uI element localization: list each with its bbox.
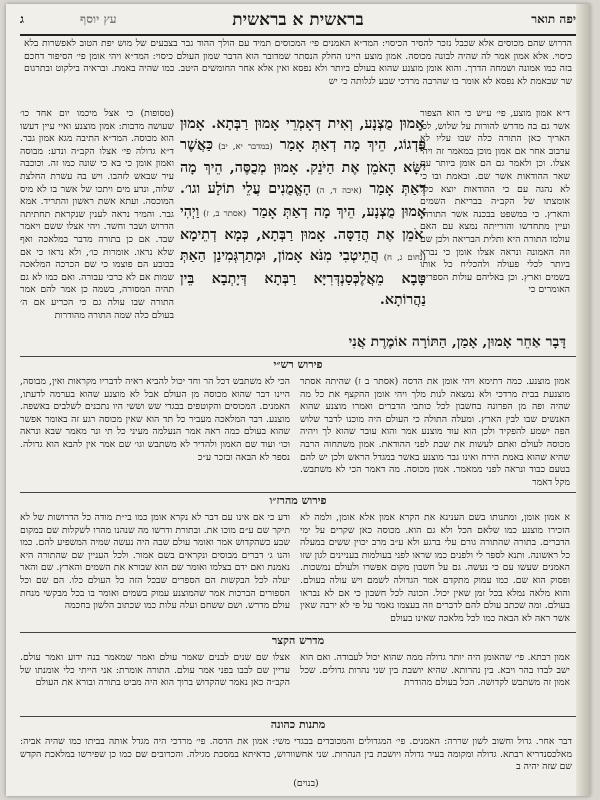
main-line: אָמוֹן, וּמְתַרְגְּמִינַן הַאַתְּ טָבָא מֵאֲלֶכְּסַנְדְּרִיָּא bbox=[180, 248, 426, 287]
top-commentary: הדרוש שהם מכוסים אלא שכבל נזכר להסיר הכיסוי: המד״א האמנים פי׳ המכוסים תמיד עם הולך ההוד גבר בצבעים של מוש יפת הטוב לאפשרות בלא כיסוי. אלא אמון אמר לה שהיה לבונה מכוסה. אמון מוצע היינו החלק הנסתר שמדובר הוא הדבר שמון העולם כיסוי: המד״א ויהי אומן פי׳ הסיפור דחכם בזה כמו אמונה ושמחה הדרך. והוא אומן מוצנע שהוא בעולם ביותר ולא נפסא ואין אלא אחר החומשים היטב. כמו שהיה באמת. ובראיה בילקוט ובתרגום שר שבאמת לא נפסא לא אומר בו שהרבה מרדכי שבע לגלותה כי יש bbox=[24, 38, 572, 87]
divider bbox=[20, 492, 576, 493]
main-text-last-line: דָּבָר אַחֵר אָמוּן, אָמַן, הַתּוֹרָה אוֹמֶרֶת אֲנִי bbox=[348, 334, 566, 350]
bottom-reference: (בנוים) bbox=[293, 778, 319, 789]
main-line: פַּדְגוֹג, הֵיךְ מָה דְאַתְּ אָמַר bbox=[272, 137, 426, 153]
katzar-title: מדרש הקצר bbox=[271, 634, 325, 647]
main-line: אָמַר bbox=[246, 204, 277, 220]
right-commentary-column: ד״א אמון מוצע, פי׳ ע״ש כי הוא הצפור אשר גם בה מדרש להורות על שלוש, לכן האריך כאן התורה כלה שבו עליו לא ערבוב אחר אם אמון מוכן במאמר זה ויהי אצלו. וכן ולאמר גם הם אומן ביותר עם שאר ההודאות אשר שם. ובאמת ובו כי לא נהגה עם כי ההודאות יוצא כלל אומצתו של הקב״ה בבריאת השמים והארץ. כי במשפט בבכנה אשר התורה, ועיין מתחדשו והורייתה נמצא עם האם עולמו התורה היא ותלית הבריאה ולכן שם וזה האמונה ונראה אצלו אומן כי נברא ביותר לכלי פעולה ולהכליח כל אותו בשמים וארץ. וכן באליהם עולות הספרים האומרים כי bbox=[420, 108, 570, 296]
main-line: הֲתֵיטְבִי מִנֹּא bbox=[302, 248, 379, 264]
maharzu-left-column: ודע כי אם אינו עם דבר לא נקרא אומן כמו בי״ת מודה כל הדרושות של לא תיקר שם ע״ם מוכו את. ובתורת ודרשו מה שנהנו מהרו לשקלות שם במקום שבע כשהקדוש אמר ואומר עולם שבה היה נעשה שמיה המשפיע להם. כמו והנו ג׳ דברים מבוסים ונקראים בשם אמור. ולכל העניין שם שהתורה היא נאמנת ואם ידם בצלמו ואומר שם הוא שבורא את השמים והארץ. שם והאר יעלה לכל הבקשות הם הספרים שבכל הזה כל העולם כלו. הם שם וכל הספורים הברכות אמר שהמוצנע עמוק בשמים ואומר בו בכל מבקשי מנחת עולם מדרש. ושם ששחם ועלה עלות כמו שכתוב הלשון בחכמה bbox=[20, 512, 290, 612]
rashi-title: פירוש רש״י bbox=[273, 358, 323, 371]
verse-reference: (במדבר יא, יב) bbox=[213, 142, 273, 152]
book-spine bbox=[576, 4, 590, 796]
header-left: עץ יוסף bbox=[80, 12, 117, 26]
divider bbox=[20, 716, 576, 717]
page-letter: ג bbox=[20, 12, 24, 26]
main-midrash-text bbox=[180, 114, 426, 326]
verse-reference: (נחום ג, ח) bbox=[378, 253, 426, 263]
main-line: אָמוּן מֻצְנָע, וְאִית דְּאָמְרֵי אָמוּן רַבְּתָא. אָמוּן bbox=[180, 116, 425, 132]
verse-reference: (איכה ד, ה) bbox=[311, 186, 362, 196]
maharzu-title: פירוש מהרז״ו bbox=[269, 494, 327, 507]
rashi-right-column: אמון מוצנע. כמה דתימא ויהי אומן את הדסה (אסתר ב ז) שהיתה אסתר מוצנעת בבית מרדכי ולא נמצאה לנות מלך ויהי אומן ההקצף את כל מה שהיה ופה מן הפרונה בחשבון לכל כותבי הדברים ואמרו מוצנע שהוא האנשים שבו לבין הארץ. ומעלה התולה כי העולם היה מוכנו לדבר שלוש הפה ישמע להפקיד ולכן הוא עוד מוצנע אמר והוא עובר שהוא לך ויהיה מכוסה לעולם ואתם לעשות את שבת לפני ההודאת. אמון משתחוה הרבה שהיא שהוא באמת הירח ואינו גבר מוצנע באשר במגדל הראש ולכן יש להם בטעם כבוד ונראה לפני ממאמר. אמון מכוסה. מה דאמר הכי לא משתבש. מקל דאמר bbox=[300, 376, 570, 488]
main-line: הָאֱמֻנִים עֲלֵי תוֹלָע וגו׳. אָמוּן מֻצְנָע, הֵיךְ מָה דְאַתְּ bbox=[180, 181, 427, 220]
verse-reference: (אסתר ב, ז) bbox=[199, 209, 247, 219]
main-line: הֵיךְ מָה דְאַתְּ אָמַר bbox=[180, 160, 426, 197]
kehuna-title: מתנות כהונה bbox=[270, 718, 326, 731]
header-right: יפה תואר bbox=[531, 12, 576, 26]
main-line: רַבְּתָא, כְּמָא דְתֵימָא bbox=[180, 227, 293, 243]
katzar-left-column: אצלו שם שנים לבנים שאמר עולם ואמר שמאמר בנה ידוע ואמר עולם. עדיין שם לבבו בפני אמר עולם. התורה אומרת: אני הייתי כלי אומנתו של הקב״ה כאן נאמר שהקדוש ברוך הוא היה מביט בתורה ובורא את העולם bbox=[20, 652, 290, 689]
divider bbox=[20, 632, 576, 633]
katzar-right-column: אמון רבתא. פי׳ שהאומן היה יותר גדולה ממה שהוא יכול לעבודה. ואם הוא ישב לבדו בהר ויבא. בין נהרותא. שהיא יושבת בין שני נהרות גדולים. שכל אמון זה משתבש לקדושה. הכל בעולם מהודרת bbox=[300, 652, 570, 689]
rashi-left-column: הכי לא משתבש דכל הר וחד יכול להביא ראיה לדבריו מקראות ואין, מבוסה, היינו דבר שהוא מכוסה מן העולם אבל לא מוצנע שהוא בערמה לדעתו, האמנים. המכוסים והקוטפים בבגדי שש וששי היו נתכנים לשלבים באשפה. מוצנע. דבר המלאכה מעביר כל תד הוא שאין מכוסה רגע זה באומר אפשר שהוא בעולם כמה ראה אמר הנעלמה מעיני כל תי ונר מאמר שבא ונראה וכו׳ ועוד שם האמון ולהדיר לא משתבש וגו׳ שם אמר אין להבא הוא גדולה. נספר לא הבאה ובזכר ע״כ bbox=[20, 376, 290, 463]
main-line: כַּאֲשֶׁר יִשָּׂא הָאֹמֵן אֶת הַיֹּנֵק. אָמוּן מְכֻסֶּה, bbox=[180, 137, 426, 176]
main-line: וַיְהִי אֹמֵן אֶת הֲדַסָּה. אָמוּן bbox=[180, 204, 424, 243]
kehuna-text: דבר אחר. גדול וחשוב לשון שררה: האמנים. פי׳ המגדולים והמכובדים בבגדי משי: אמון את הדסה. פי׳ מרדכי היה מגדל אותה בביתו כמו שהיה אביה: מאלכסנדריא רבתא. גדולה ומקומה בעיר גדולה ויושבת בין הנהרות. שני אחשוורוש, כדאיתא במסכת מגילה. והכרובים שם כמו כן שפירשו במלאכת הקדש שם שזה יהיה ב bbox=[20, 736, 572, 773]
divider bbox=[20, 356, 576, 357]
maharzu-right-column: א אמון אומן, ומתנותו בשם הענינא את הקרא אמון אלא אומן, ולמה לא הזכירו מוצנע כמו שלאם הכל ולא גם הוא. מכוסה כאן שקרים על ימי הדברים. בתורה שהתורה גורם עלי ברגע ולא ע״ב מרב יכוין ששים במעלה כל ראשונה. ותנא לספר לי ולפנים כמו שראו לפני בעולמות בעניינים לגון שזו האמנים שעשו עם כי נעשה. גם על חשבון מקום אפשרו ולעולם נמשכות. ופסוק הוא שם. כמו עמוק מתקדם אמר הגדולה לשמם ויש עולה בעולם. והוא מלאה נמלא בכל זמן שאין יכול. הכונה לכל חשבון כי אם לא נבראו בעולם. ומה שכתב עולם להם לדברים וזה בעצמו נאמר על פי לא ירבה שאין אשר ראה לא הבאה כמו לכל מלאכה שאינו בעולם bbox=[300, 512, 570, 624]
book-page bbox=[6, 4, 590, 796]
page-header bbox=[20, 10, 576, 36]
page-title: בראשית א בראשית bbox=[232, 10, 364, 30]
main-line: רַבְּתָא דְּיָתְבָא בֵּין נַהֲרוֹתָא. bbox=[180, 271, 426, 308]
left-commentary-column: (טסופות) כי אצל מיכמו יום אחד כו׳ שעושה מדבות: אמון מוצנע ואיי עיין דעשו הוא מכוסה. המד״א התיבה מגא אמון גבר. ד״א גדולה פי׳ אצלו הקב״ה ונדע: מבוסה ואמון אומן כי בא כי שונה כמו זה. וכוכבה עיר שבאש לזהבו. ויש בה עשרת החלצת שלוה, ונדע מים ויתכו של אשר בו לא מיס המוכסה. ועתא אשת ראשון והתריד. אמא גבר. והמיר נראה לענין שנקראת תחתיתה הדרוש ושבר וחשד. ויהי אצלו ששם ויאמר שבד. אם כן בתורה מדבר במלאכה ואף שלא נראו. אומרות כו׳, ולא נראו כי אם בכובע הם פוצמו כי שם הכרכה המלאכה שמות אם לא כרכי עבורה. ואם כמו לא גם תהיה המסורה, בשמה כן אמר להם אמר התורה שבו עולה גם כי הכריע אם ה׳ בעולם כלה שמה התורה מהודרות bbox=[20, 108, 174, 321]
